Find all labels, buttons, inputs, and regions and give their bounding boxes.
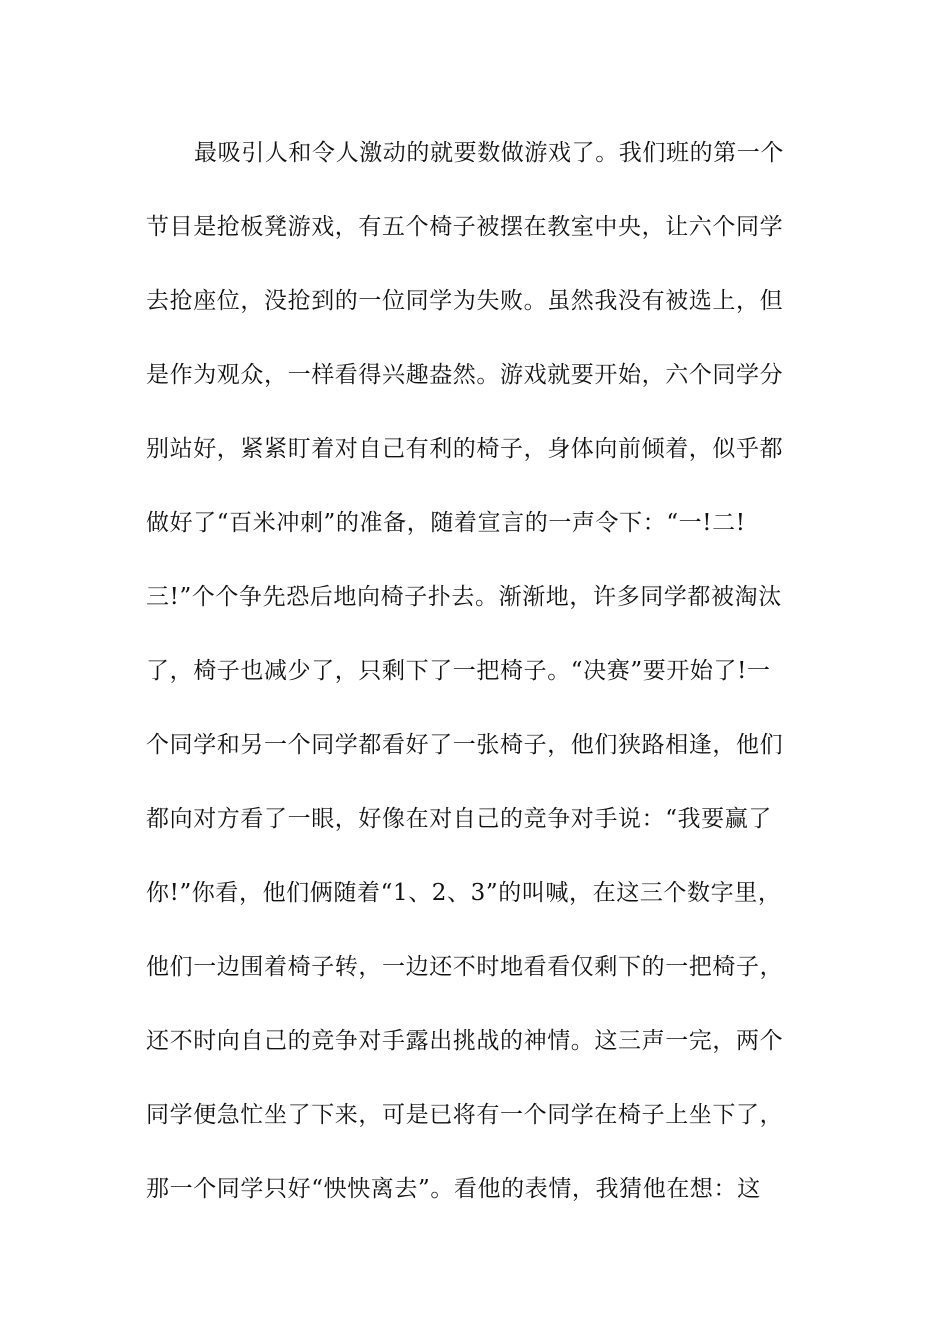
text-line-13: 还不时向自己的竞争对手露出挑战的神情。这三声一完，两个 bbox=[146, 1028, 784, 1054]
text-line-4: 是作为观众，一样看得兴趣盎然。游戏就要开始，六个同学分 bbox=[146, 362, 784, 388]
text-line-15: 那一个同学只好“怏怏离去”。看他的表情，我猜他在想：这 bbox=[146, 1176, 761, 1202]
paragraph bbox=[146, 134, 836, 1244]
text-line-9: 个同学和另一个同学都看好了一张椅子，他们狭路相逢，他们 bbox=[146, 732, 784, 758]
text-line-12: 他们一边围着椅子转，一边还不时地看看仅剩下的一把椅子， bbox=[146, 954, 784, 980]
text-line-8: 了，椅子也减少了，只剩下了一把椅子。“决赛”要开始了!一 bbox=[146, 658, 771, 684]
text-line-2: 节目是抢板凳游戏，有五个椅子被摆在教室中央，让六个同学 bbox=[146, 214, 784, 240]
text-line-10: 都向对方看了一眼，好像在对自己的竞争对手说：“我要赢了 bbox=[146, 806, 772, 832]
text-line-5: 别站好，紧紧盯着对自己有利的椅子，身体向前倾着，似乎都 bbox=[146, 436, 784, 462]
text-line-11: 你!”你看，他们俩随着“1、2、3”的叫喊，在这三个数字里， bbox=[146, 880, 782, 906]
text-line-3: 去抢座位，没抢到的一位同学为失败。虽然我没有被选上，但 bbox=[146, 288, 784, 314]
text-line-7: 三!”个个争先恐后地向椅子扑去。渐渐地，许多同学都被淘汰 bbox=[146, 584, 782, 610]
text-line-1: 最吸引人和令人激动的就要数做游戏了。我们班的第一个 bbox=[194, 140, 784, 166]
text-line-14: 同学便急忙坐了下来，可是已将有一个同学在椅子上坐下了， bbox=[146, 1102, 784, 1128]
text-line-6: 做好了“百米冲刺”的准备，随着宣言的一声令下：“一!二! bbox=[146, 510, 746, 536]
